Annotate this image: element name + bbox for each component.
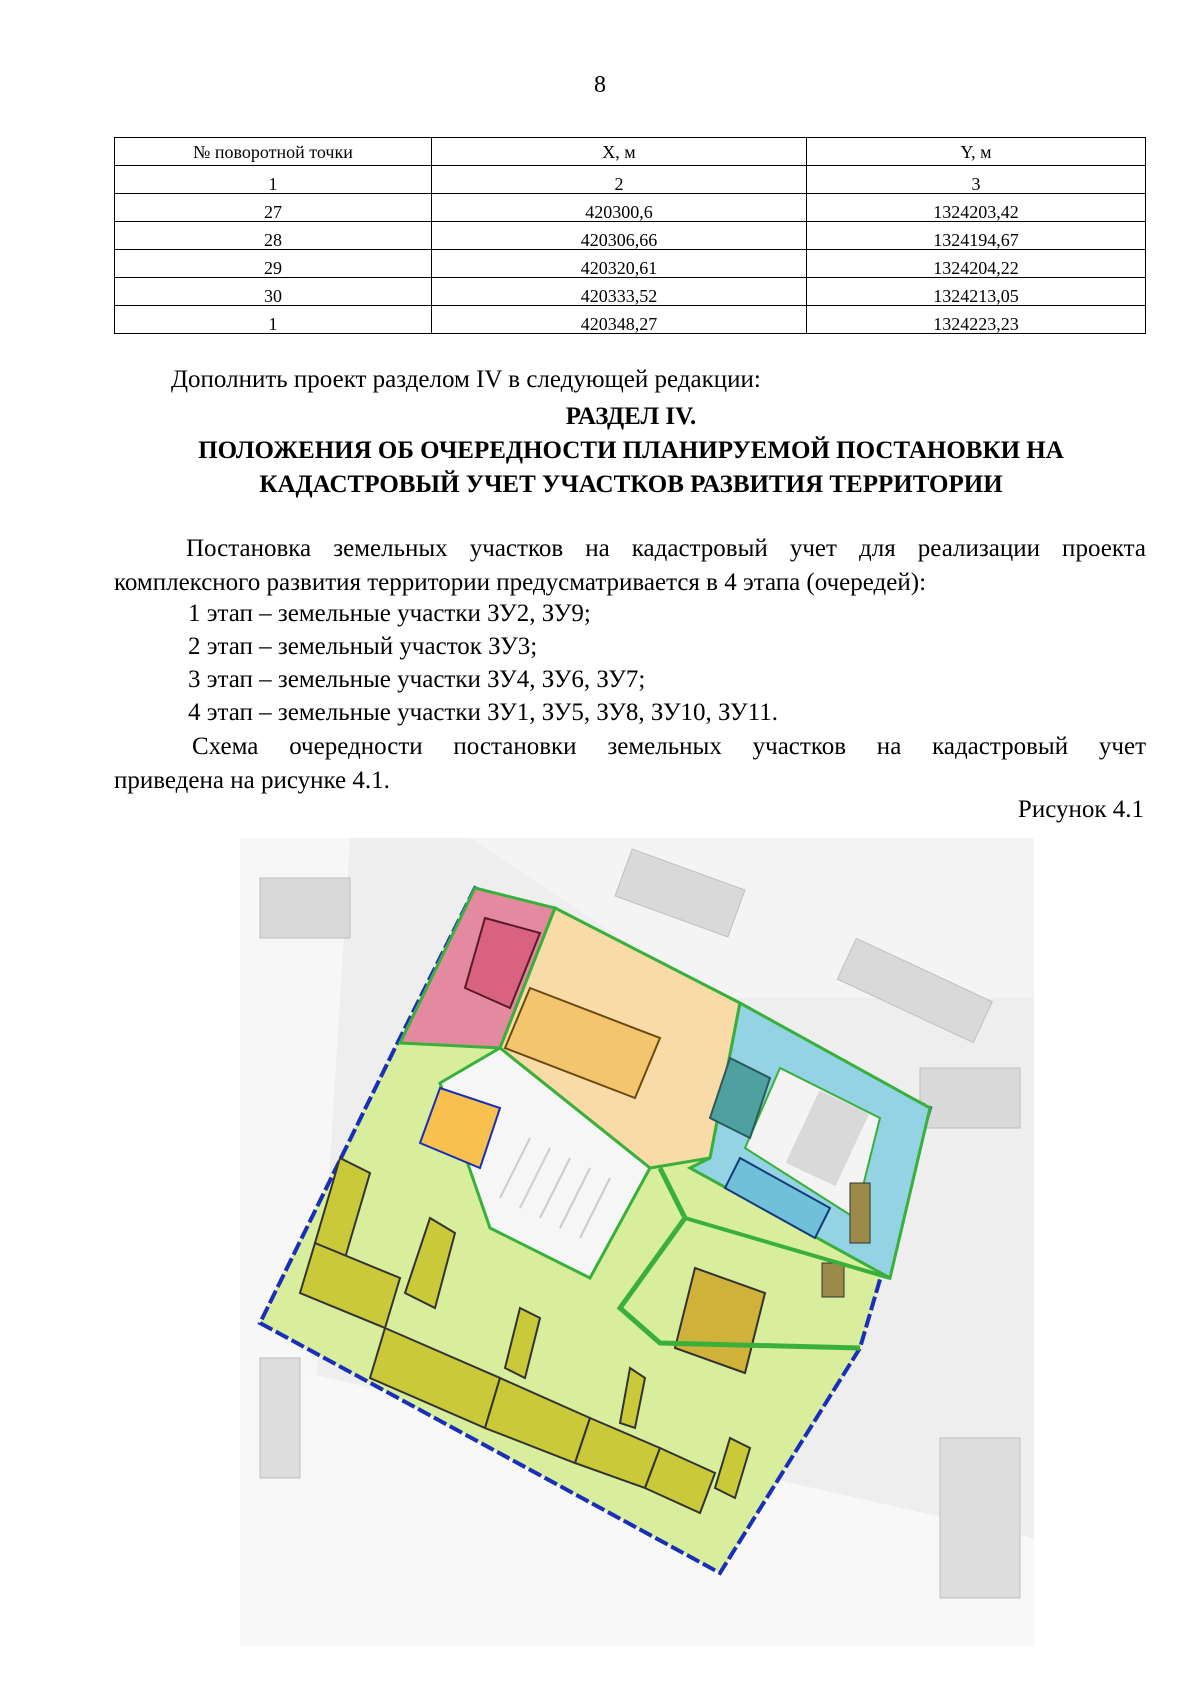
- table-cell: 1324204,22: [807, 250, 1146, 278]
- section-title-line: ПОЛОЖЕНИЯ ОБ ОЧЕРЕДНОСТИ ПЛАНИРУЕМОЙ ПОСТАНОВКИ НА: [198, 437, 1064, 464]
- figure-caption: Рисунок 4.1: [1017, 796, 1144, 823]
- table-cell: 1: [115, 306, 432, 334]
- table-cell: 1: [115, 166, 432, 194]
- stage-item: 1 этап – земельные участки ЗУ2, ЗУ9;: [188, 600, 591, 627]
- section-heading: РАЗДЕЛ IV.: [565, 403, 697, 430]
- table-cell: 2: [432, 166, 807, 194]
- paragraph-figure-reference: [114, 730, 1146, 798]
- table-cell: 420333,52: [432, 278, 807, 306]
- intro-text: Дополнить проект разделом IV в следующей редакции:: [171, 366, 761, 393]
- paragraph-line: Постановка земельных участков на кадастровый учет для реализации проекта: [186, 535, 1146, 562]
- column-header: Y, м: [807, 138, 1146, 166]
- table-cell: 1324203,42: [807, 194, 1146, 222]
- building-small: [822, 1263, 844, 1297]
- page-number: 8: [594, 72, 606, 98]
- table-header-row: [115, 138, 1146, 166]
- neighbor-building: [940, 1438, 1020, 1598]
- paragraph-line: комплексного развития территории предусматривается в 4 этапа (очередей):: [114, 569, 927, 596]
- table-cell: 420348,27: [432, 306, 807, 334]
- table-cell: 30: [115, 278, 432, 306]
- neighbor-building: [260, 878, 350, 938]
- section-title: [0, 400, 1200, 502]
- stage-item: 3 этап – земельные участки ЗУ4, ЗУ6, ЗУ7;: [188, 666, 646, 693]
- table-row: [115, 250, 1146, 278]
- neighbor-building: [920, 1068, 1020, 1128]
- table-cell: 3: [807, 166, 1146, 194]
- stage-item: 4 этап – земельные участки ЗУ1, ЗУ5, ЗУ8, ЗУ10, ЗУ11.: [188, 699, 778, 726]
- table-cell: 1324213,05: [807, 278, 1146, 306]
- table-cell: 27: [115, 194, 432, 222]
- column-header: № поворотной точки: [115, 138, 432, 166]
- table-row: [115, 278, 1146, 306]
- table-cell: 1324194,67: [807, 222, 1146, 250]
- table-cell: 420300,6: [432, 194, 807, 222]
- column-number-row: [115, 166, 1146, 194]
- table-row: [115, 306, 1146, 334]
- coordinates-table: [114, 137, 1146, 334]
- paragraph-stages-intro: [114, 532, 1146, 600]
- table-cell: 29: [115, 250, 432, 278]
- stage-item: 2 этап – земельный участок ЗУ3;: [188, 633, 538, 660]
- paragraph-line: Схема очередности постановки земельных участков на кадастровый учет: [192, 733, 1146, 760]
- neighbor-building: [260, 1358, 300, 1478]
- table-row: [115, 194, 1146, 222]
- site-plan-map: [240, 838, 1034, 1646]
- section-title-line: КАДАСТРОВЫЙ УЧЕТ УЧАСТКОВ РАЗВИТИЯ ТЕРРИТОРИИ: [259, 471, 1003, 498]
- table-row: [115, 222, 1146, 250]
- table-cell: 420320,61: [432, 250, 807, 278]
- site-plan-figure: [240, 838, 1034, 1646]
- column-header: X, м: [432, 138, 807, 166]
- paragraph-line: приведена на рисунке 4.1.: [114, 767, 390, 794]
- building-small: [850, 1183, 870, 1243]
- table-cell: 1324223,23: [807, 306, 1146, 334]
- table-cell: 28: [115, 222, 432, 250]
- table-cell: 420306,66: [432, 222, 807, 250]
